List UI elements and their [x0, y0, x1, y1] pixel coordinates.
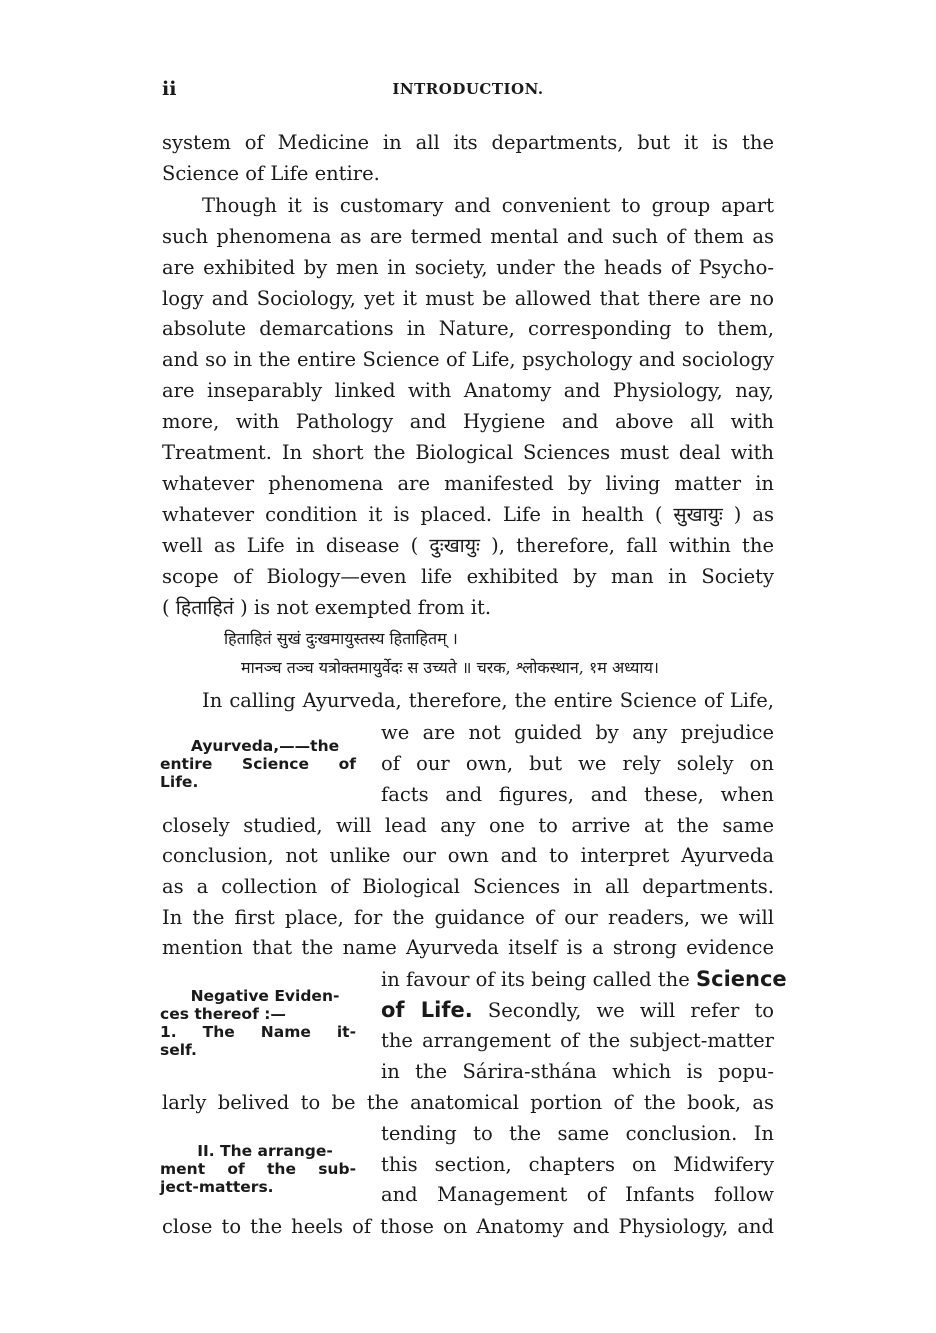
- side-note-negative-evidences: [160, 987, 356, 1059]
- side-note-line: II. The arrange-: [197, 1142, 333, 1160]
- body-line: scope of Biology—even life exhibited by man in Society: [162, 565, 774, 588]
- body-line: In the first place, for the guidance of our readers, we will: [162, 906, 774, 929]
- side-note-line: Ayurveda,——the: [190, 737, 340, 755]
- body-line: absolute demarcations in Nature, corresponding to them,: [162, 317, 774, 340]
- body-line: are inseparably linked with Anatomy and Physiology, nay,: [162, 379, 774, 402]
- body-line: we are not guided by any prejudice: [381, 721, 774, 744]
- side-note-ayurveda: [160, 737, 356, 791]
- body-line: in the Sárira-sthána which is popu-: [381, 1060, 774, 1083]
- body-line: are exhibited by men in society, under the heads of Psycho-: [162, 256, 774, 279]
- body-line: Though it is customary and convenient to group apart: [202, 194, 774, 217]
- body-line: tending to the same conclusion. In: [381, 1122, 774, 1145]
- body-line: system of Medicine in all its departments, but it is the: [162, 131, 774, 154]
- body-line: [381, 995, 774, 1025]
- body-line: conclusion, not unlike our own and to interpret Ayurveda: [162, 844, 774, 867]
- body-line: of our own, but we rely solely on: [381, 752, 774, 775]
- side-note-line: Life.: [160, 773, 199, 791]
- side-note-line: self.: [160, 1041, 197, 1059]
- page-number: ii: [162, 78, 177, 100]
- body-line: ( हिताहितं ) is not exempted from it.: [162, 596, 492, 619]
- body-line: and Management of Infants follow: [381, 1183, 774, 1206]
- body-line: as a collection of Biological Sciences in all departments.: [162, 875, 774, 898]
- emphasis-text: Science: [696, 967, 787, 991]
- body-line: larly belived to be the anatomical portion of the book, as: [162, 1091, 774, 1114]
- body-line: In calling Ayurveda, therefore, the entire Science of Life,: [202, 689, 774, 712]
- body-line: this section, chapters on Midwifery: [381, 1153, 774, 1176]
- sanskrit-verse-line: हिताहितं सुखं दुःखमायुस्तस्य हिताहितम् ।: [224, 629, 458, 648]
- side-note-line: Negative Eviden-: [190, 987, 340, 1005]
- side-note-line: entire Science of: [160, 755, 356, 773]
- side-note-arrangement: [160, 1142, 356, 1196]
- body-line: more, with Pathology and Hygiene and above all with: [162, 410, 774, 433]
- body-line: whatever phenomena are manifested by living matter in: [162, 472, 774, 495]
- body-line: logy and Sociology, yet it must be allowed that there are no: [162, 287, 774, 310]
- body-line: Treatment. In short the Biological Sciences must deal with: [162, 441, 774, 464]
- page-header: [162, 78, 774, 104]
- running-title: INTRODUCTION.: [392, 80, 544, 98]
- side-note-line: ces thereof :—: [160, 1005, 286, 1023]
- side-note-line: ject-matters.: [160, 1178, 274, 1196]
- body-line: Science of Life entire.: [162, 162, 380, 185]
- body-line: well as Life in disease ( दुःखायुः ), therefore, fall within the: [162, 534, 774, 557]
- body-line: mention that the name Ayurveda itself is a strong evidence: [162, 936, 774, 959]
- body-line: such phenomena as are termed mental and such of them as: [162, 225, 774, 248]
- sanskrit-verse-line: मानञ्च तञ्च यत्रोक्तमायुर्वेदः स उच्यते ॥ चरक, श्लोकस्थान, १म अध्याय।: [241, 658, 659, 677]
- side-note-line: 1. The Name it-: [160, 1023, 356, 1041]
- body-line: [381, 964, 787, 994]
- body-line: close to the heels of those on Anatomy and Physiology, and: [162, 1215, 774, 1238]
- body-text: in favour of its being called the: [381, 968, 690, 991]
- body-line: closely studied, will lead any one to arrive at the same: [162, 814, 774, 837]
- emphasis-text: of Life.: [381, 998, 473, 1022]
- side-note-line: ment of the sub-: [160, 1160, 356, 1178]
- body-line: the arrangement of the subject-matter: [381, 1029, 774, 1052]
- body-line: facts and figures, and these, when: [381, 783, 774, 806]
- body-line: and so in the entire Science of Life, psychology and sociology: [162, 348, 774, 371]
- body-line: whatever condition it is placed. Life in health ( सुखायुः ) as: [162, 503, 774, 526]
- body-text: Secondly, we will refer to: [487, 999, 775, 1022]
